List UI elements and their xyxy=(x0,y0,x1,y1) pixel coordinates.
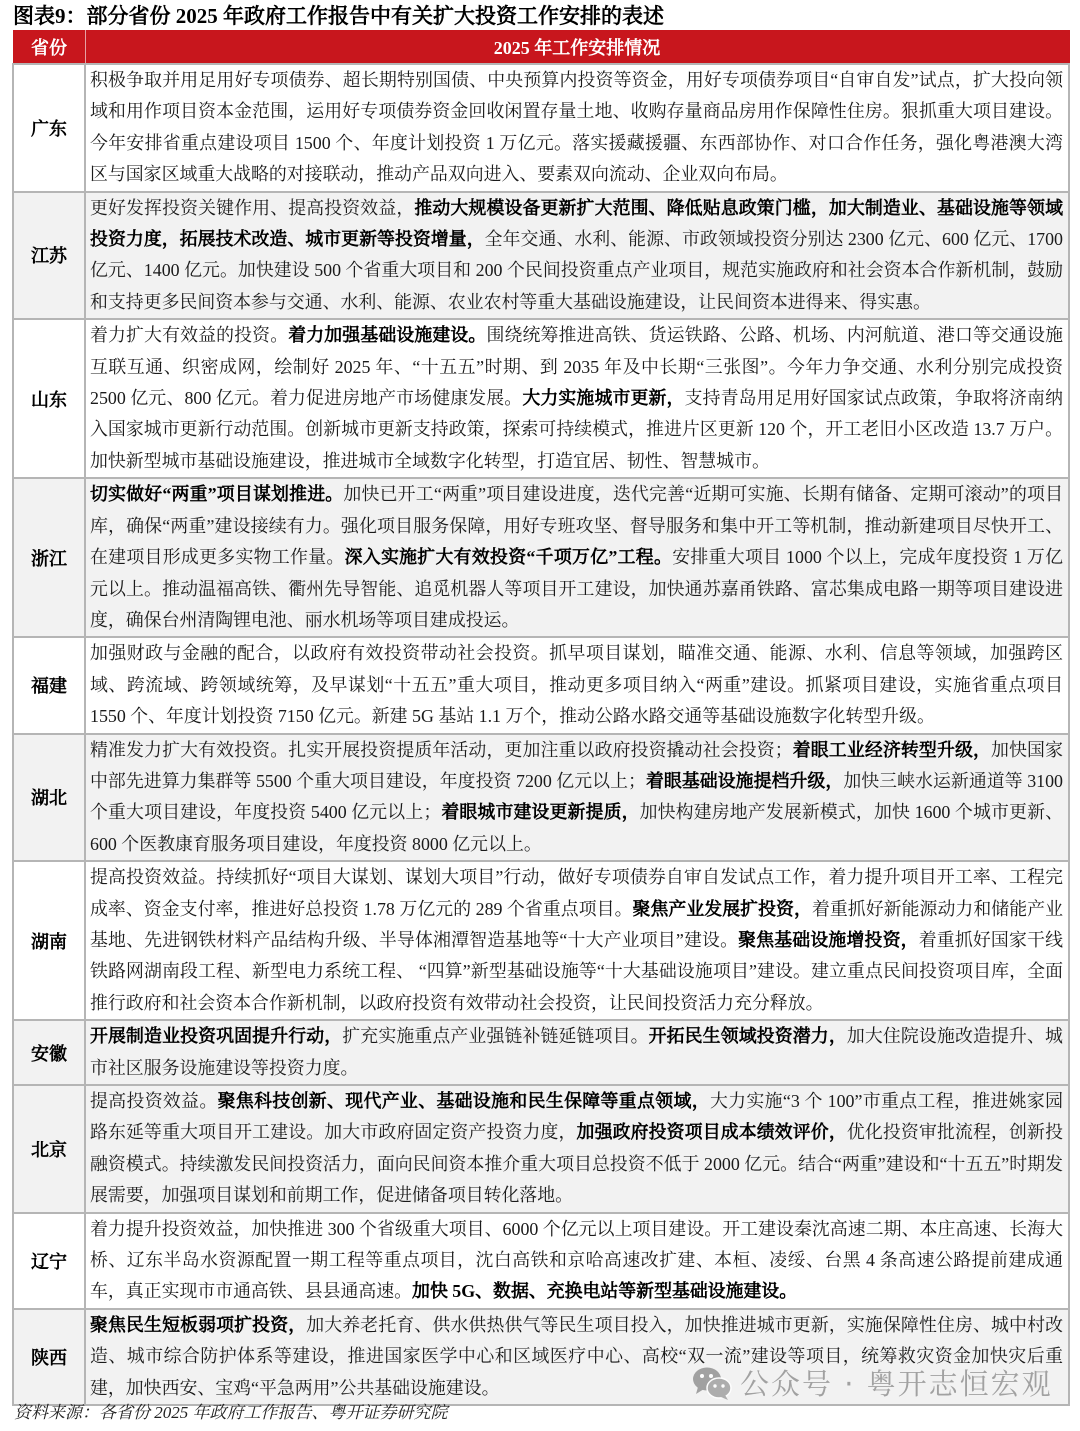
table-row xyxy=(13,734,1069,862)
plan-cell xyxy=(85,861,1069,1020)
bold-text-segment: 聚焦产业发展扩投资， xyxy=(632,898,812,919)
source-note: 资料来源：各省份 2025 年政府工作报告、粤开证券研究院 xyxy=(14,1403,448,1422)
text-segment: 着力扩大有效益的投资。 xyxy=(90,325,289,346)
table-row xyxy=(13,1020,1069,1085)
province-cell: 湖南 xyxy=(13,861,85,1020)
table-header-row xyxy=(13,31,1069,65)
province-cell: 江苏 xyxy=(13,192,85,320)
bold-text-segment: 聚焦基础设施增投资， xyxy=(738,929,919,950)
text-segment: 加大住院设施改造提升、城市社区服务设施建设等投资力度。 xyxy=(90,1026,1063,1078)
bold-text-segment: 着眼城市建设更新提质， xyxy=(441,802,640,823)
plan-cell xyxy=(85,637,1069,733)
bold-text-segment: 加快 5G、数据、充换电站等新型基础设施建设。 xyxy=(412,1281,798,1302)
text-segment: 提高投资效益。 xyxy=(90,1091,218,1111)
plan-cell xyxy=(85,478,1069,637)
bold-text-segment: 切实做好“两重”项目谋划推进。 xyxy=(90,484,344,505)
text-segment: 着力提升投资效益，加快推进 300 个省级重大项目、6000 个亿元以上项目建设。开工建设秦沈高速二期、本庄高速、长海大桥、辽东半岛水资源配置一期工程等重点项目，沈白高铁和京哈高速改扩建、本桓、凌绥、台黑 4 条高速公路提前建成通车，真正实现市市通高铁、县县通高速。 xyxy=(90,1218,1063,1302)
bold-text-segment: 开拓民生领域投资潜力， xyxy=(648,1026,847,1047)
table-row xyxy=(13,861,1069,1020)
plan-cell xyxy=(85,64,1069,192)
bold-text-segment: 聚焦科技创新、现代产业、基础设施和民生保障等重点领域， xyxy=(217,1091,710,1111)
wechat-icon xyxy=(692,1366,732,1400)
bold-text-segment: 聚焦民生短板弱项扩投资， xyxy=(90,1314,307,1335)
province-cell: 广东 xyxy=(13,64,85,192)
text-segment: 加快构建房地产发展新模式，加快 1600 个城市更新、600 个医教康育服务项目建设，年度投资 8000 亿元以上。 xyxy=(90,802,1063,854)
province-cell: 安徽 xyxy=(13,1020,85,1085)
plan-cell xyxy=(85,1213,1069,1309)
text-segment: 加大养老托育、供水供热供气等民生项目投入，加快推进城市更新，实施保障性住房、城中村改造、城市综合防护体系等建设，推进国家医学中心和区域医疗中心、高校“双一流”建设等项目，统筹救灾资金加快灾后重建，加快西安、宝鸡“平急两用”公共基础设施建设。 xyxy=(90,1314,1063,1398)
text-segment: 优化投资审批流程，创新投融资模式。持续激发民间投资活力，面向民间资本推介重大项目总投资不低于 2000 亿元。结合“两重”建设和“十五五”时期发展需要，加强项目谋划和前期工作，促进储备项目转化落地。 xyxy=(90,1122,1063,1206)
bold-text-segment: 着眼基础设施提档升级， xyxy=(645,770,844,791)
text-segment: 加快国家中部先进算力集群等 5500 个重大项目建设，年度投资 7200 亿元以上； xyxy=(90,739,1063,791)
plan-cell xyxy=(85,1085,1069,1213)
text-segment: 加快三峡水运新通道等 3100 个重大项目建设，年度投资 5400 亿元以上； xyxy=(90,770,1063,823)
column-header-province: 省份 xyxy=(13,31,85,65)
text-segment: 更好发挥投资关键作用、提高投资效益， xyxy=(90,197,415,218)
text-segment: 加快已开工“两重”项目建设进度，迭代完善“近期可实施、长期有储备、定期可滚动”的项目库，确保“两重”建设接续有力。强化项目服务保障，用好专班攻坚、督导服务和集中开工等机制，推动新建项目尽快开工、在建项目形成更多实物工作量。 xyxy=(90,484,1064,568)
bold-text-segment: 加强政府投资项目成本绩效评价， xyxy=(576,1122,847,1143)
column-header-plan: 2025 年工作安排情况 xyxy=(85,31,1069,65)
text-segment: 精准发力扩大有效投资。扎实开展投资提质年活动，更加注重以政府投资撬动社会投资； xyxy=(90,739,793,760)
province-cell: 浙江 xyxy=(13,478,85,637)
bold-text-segment: 深入实施扩大有效投资“千项万亿”工程。 xyxy=(344,547,673,568)
text-segment: 支持青岛用足用好国家试点政策，争取将济南纳入国家城市更新行动范围。创新城市更新支持政策，探索可持续模式，推进片区更新 120 个，开工老旧小区改造 13.7 万户。加快新型城市基础设施建设，推进城市全域数字化转型，打造宜居、韧性、智慧城市。 xyxy=(90,388,1063,471)
investment-plan-table xyxy=(12,30,1070,1406)
text-segment: 扩充实施重点产业强链补链延链项目。 xyxy=(342,1026,649,1047)
table-row xyxy=(13,1213,1069,1309)
table-row xyxy=(13,64,1069,192)
text-segment: 着重抓好国家干线铁路网湖南段工程、新型电力系统工程、 “四算”新型基础设施等“十大基础设施项目”建设。建立重点民间投资项目库，全面推行政府和社会资本合作新机制，以政府投资有效带动社会投资，让民间投资活力充分释放。 xyxy=(90,929,1063,1013)
province-cell: 福建 xyxy=(13,637,85,733)
province-cell: 辽宁 xyxy=(13,1213,85,1309)
bold-text-segment: 着眼工业经济转型升级， xyxy=(792,739,992,760)
plan-cell xyxy=(85,1020,1069,1085)
text-segment: 全年交通、水利、能源、市政领域投资分别达 2300 亿元、600 亿元、1700 亿元、1400 亿元。加快建设 500 个省重大项目和 200 个民间投资重点产业项目，规范实施政府和社会资本合作新机制，鼓励和支持更多民间资本参与交通、水利、能源、农业农村等重大基础设施建设，让民间资本进得来、得实惠。 xyxy=(90,229,1063,312)
bold-text-segment: 推动大规模设备更新扩大范围、降低贴息政策门槛，加大制造业、基础设施等领域投资力度，拓展技术改造、城市更新等投资增量， xyxy=(90,197,1063,250)
text-segment: 围绕统筹推进高铁、货运铁路、公路、机场、内河航道、港口等交通设施互联互通、织密成网，绘制好 2025 年、“十五五”时期、到 2035 年及中长期“三张图”。今年力争交通、水利分别完成投资 2500 亿元、800 亿元。着力促进房地产市场健康发展。 xyxy=(90,325,1063,409)
table-row xyxy=(13,1085,1069,1213)
text-segment: 积极争取并用足用好专项债券、超长期特别国债、中央预算内投资等资金，用好专项债券项目“自审自发”试点，扩大投向领域和用作项目资本金范围，运用好专项债券资金回收闲置存量土地、收购存量商品房用作保障性住房。狠抓重大项目建设。今年安排省重点建设项目 1500 个、年度计划投资 1 万亿元。落实援藏援疆、东西部协作、对口合作任务，强化粤港澳大湾区与国家区域重大战略的对接联动，推动产品双向进入、要素双向流动、企业双向布局。 xyxy=(90,70,1063,185)
text-segment: 提高投资效益。持续抓好“项目大谋划、谋划大项目”行动，做好专项债券自审自发试点工作，着力提升项目开工率、工程完成率、资金支付率，推进好总投资 1.78 万亿元的 289 个省重点项目。 xyxy=(90,867,1063,919)
text-segment: 安排重大项目 1000 个以上，完成年度投资 1 万亿元以上。推动温福高铁、衢州先导智能、追觅机器人等项目开工建设，加快通苏嘉甬铁路、富芯集成电路一期等项目建设进度，确保台州清陶锂电池、丽水机场等项目建成投运。 xyxy=(90,547,1063,630)
table-row xyxy=(13,478,1069,637)
bold-text-segment: 开展制造业投资巩固提升行动， xyxy=(90,1026,343,1047)
bold-text-segment: 着力加强基础设施建设。 xyxy=(288,325,487,346)
text-segment: 加强财政与金融的配合，以政府有效投资带动社会投资。抓早项目谋划，瞄准交通、能源、水利、信息等领域，加强跨区域、跨流域、跨领域统筹，及早谋划“十五五”重大项目，推动更多项目纳入“两重”建设。抓紧项目建设，实施省重点项目 1550 个、年度计划投资 7150 亿元。新建 5G 基站 1.1 万个，推动公路水路交通等基础设施数字化转型升级。 xyxy=(90,643,1063,727)
province-cell: 北京 xyxy=(13,1085,85,1213)
bold-text-segment: 大力实施城市更新， xyxy=(522,388,685,409)
plan-cell xyxy=(85,734,1069,862)
plan-cell xyxy=(85,319,1069,478)
plan-cell xyxy=(85,192,1069,320)
watermark-text: 公众号 · 粤开志恒宏观 xyxy=(740,1367,1053,1401)
watermark xyxy=(692,1362,1053,1403)
text-segment: 着重抓好新能源动力和储能产业基地、先进钢铁材料产品结构升级、半导体湘潭智造基地等“十大产业项目”建设。 xyxy=(90,898,1063,950)
text-segment: 大力实施“3 个 100”市重点工程，推进姚家园路东延等重大项目开工建设。加大市政府固定资产投资力度， xyxy=(90,1091,1063,1143)
province-cell: 山东 xyxy=(13,319,85,478)
figure-title: 图表9：部分省份 2025 年政府工作报告中有关扩大投资工作安排的表述 xyxy=(13,4,664,28)
table-row xyxy=(13,637,1069,733)
province-cell: 湖北 xyxy=(13,734,85,862)
table-row xyxy=(13,192,1069,320)
table-row xyxy=(13,319,1069,478)
province-cell: 陕西 xyxy=(13,1309,85,1405)
